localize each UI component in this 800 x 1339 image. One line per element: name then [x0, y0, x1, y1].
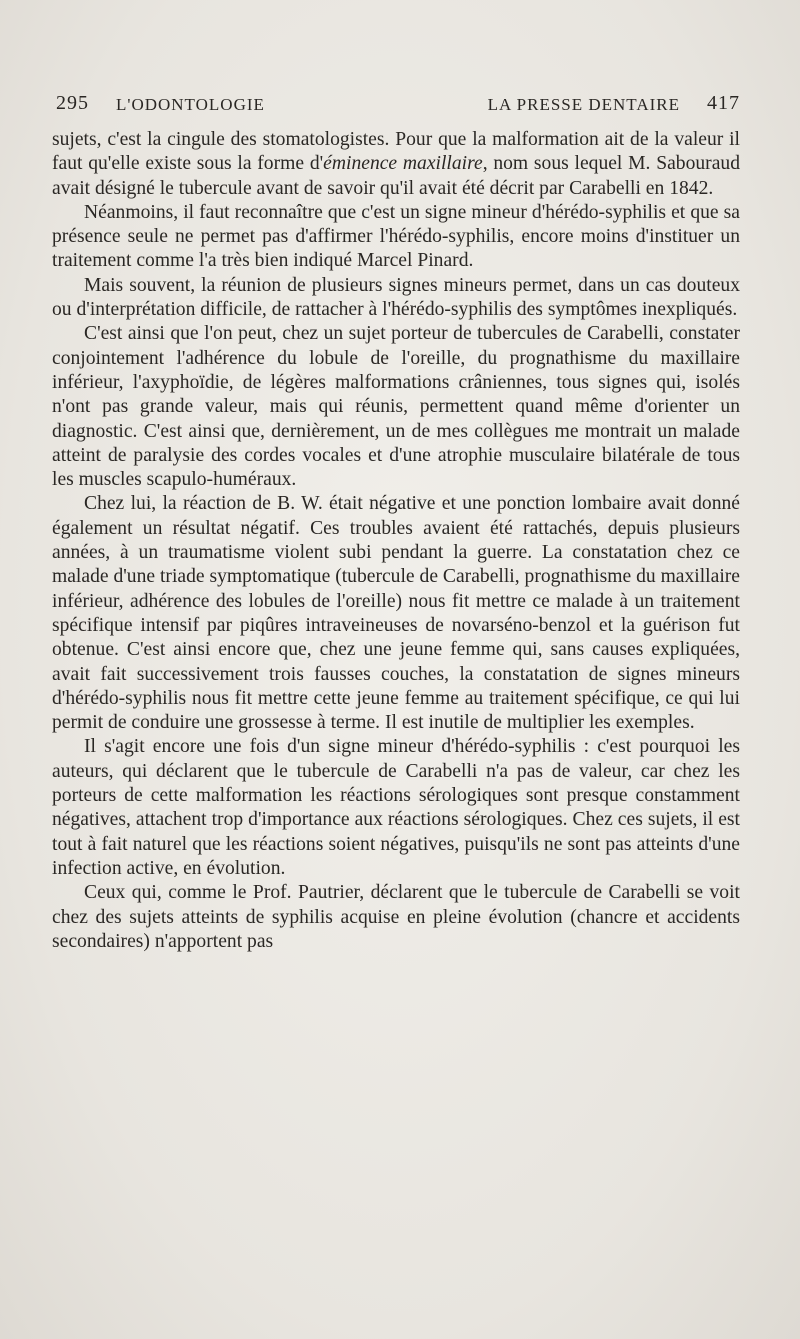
paragraph: [52, 274, 740, 323]
text-run: Il s'agit encore une fois d'un signe mineur d'hérédo-syphilis : c'est pourquoi les auteurs, qui déclarent que le tubercule de Carabelli n'a pas de valeur, car chez les porteurs de cette malformation les réactions sérologiques sont presque constamment négatives, attachent trop d'importance aux réactions sérologiques. Chez ces sujets, il est tout à fait naturel que les réactions soient négatives, puisqu'ils ne sont pas atteints d'une infection active, en évolution.: [52, 736, 740, 879]
running-title-right: LA PRESSE DENTAIRE: [487, 95, 680, 114]
text-run: Mais souvent, la réunion de plusieurs signes mineurs permet, dans un cas douteux ou d'interprétation difficile, de rattacher à l'hérédo-syphilis des symptômes inexpliqués.: [52, 274, 740, 321]
running-header: [56, 92, 740, 122]
page-number-left: 295: [56, 92, 89, 114]
body-text: [52, 128, 740, 954]
text-run: Néanmoins, il faut reconnaître que c'est un signe mineur d'hérédo-syphilis et que sa présence seule ne permet pas d'affirmer l'hérédo-syphilis, encore moins d'instituer un traitement comme l'a très bien indiqué Marcel Pinard.: [52, 201, 740, 272]
text-run: C'est ainsi que l'on peut, chez un sujet porteur de tubercules de Carabelli, constater conjointement l'adhérence du lobule de l'oreille, du prognathisme du maxillaire inférieur, l'axyphoïdie, de légères malformations crâniennes, tous signes qui, isolés n'ont pas grande valeur, mais qui réunis, permettent quand même d'orienter un diagnostic. C'est ainsi que, dernièrement, un de mes collègues me montrait un malade atteint de paralysie des cordes vocales et d'une atrophie musculaire bilatérale de tous les muscles scapulo-huméraux.: [52, 323, 740, 491]
paragraph: [52, 201, 740, 274]
paragraph: [52, 128, 740, 201]
italic-term: éminence maxillaire: [323, 153, 483, 175]
paragraph: [52, 322, 740, 492]
page-number-right: 417: [707, 92, 740, 114]
running-title-left: L'ODONTOLOGIE: [116, 95, 265, 114]
paragraph: [52, 735, 740, 881]
text-run: , nom sous lequel M. Sabouraud avait désigné le tubercule avant de savoir qu'il avait été décrit par Carabelli en 1842.: [52, 153, 740, 199]
text-run: Chez lui, la réaction de B. W. était négative et une ponction lombaire avait donné également un résultat négatif. Ces troubles avaient été rattachés, depuis plusieurs années, à un traumatisme violent subi pendant la guerre. La constatation chez ce malade d'une triade symptomatique (tubercule de Carabelli, prognathisme du maxillaire inférieur, adhérence des lobules de l'oreille) nous fit mettre ce malade à un traitement spécifique intensif par piqûres intraveineuses de novarséno-benzol et la guérison fut obtenue. C'est ainsi encore que, chez une jeune femme qui, sans causes expliquées, avait fait successivement trois fausses couches, la constatation de signes mineurs d'hérédo-syphilis nous fit mettre cette jeune femme au traitement spécifique, ce qui lui permit de conduire une grossesse à terme. Il est inutile de multiplier les exemples.: [52, 493, 740, 734]
paragraph: [52, 881, 740, 954]
text-run: Ceux qui, comme le Prof. Pautrier, déclarent que le tubercule de Carabelli se voit chez des sujets atteints de syphilis acquise en pleine évolution (chancre et accidents secondaires) n'apportent pas: [52, 882, 740, 952]
paragraph: [52, 492, 740, 735]
text-run: sujets, c'est la cingule des stomatologistes. Pour que la malformation ait de la valeur il faut qu'elle existe sous la forme d': [52, 129, 740, 175]
